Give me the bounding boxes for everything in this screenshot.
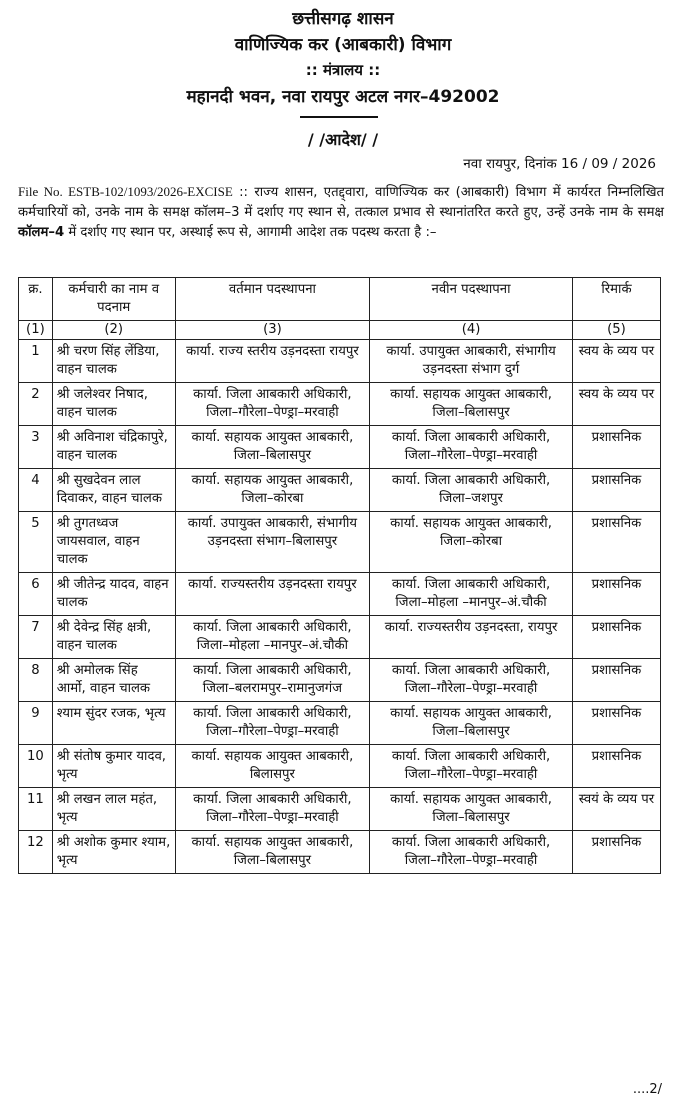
order-title: / /आदेश/ / <box>307 130 379 149</box>
serial-number: 7 <box>19 616 53 659</box>
current-posting: कार्या. जिला आबकारी अधिकारी, जिला–गौरेला–पेण्ड्रा–मरवाही <box>175 702 370 745</box>
table-row <box>19 469 661 512</box>
current-posting: कार्या. सहायक आयुक्त आबकारी, बिलासपुर <box>175 745 370 788</box>
intro-text-bold: कॉलम–4 <box>18 225 65 240</box>
serial-number: 10 <box>19 745 53 788</box>
employee-name: श्री चरण सिंह लेंडिया, वाहन चालक <box>52 340 175 383</box>
new-posting: कार्या. राज्यस्तरीय उड़नदस्ता, रायपुर <box>370 616 573 659</box>
employee-name: श्री अविनाश चंद्रिकापुरे, वाहन चालक <box>52 426 175 469</box>
serial-number: 6 <box>19 573 53 616</box>
column-number: (5) <box>572 321 660 340</box>
serial-number: 4 <box>19 469 53 512</box>
remark: प्रशासनिक <box>572 702 660 745</box>
employee-name: श्री अमोलक सिंह आर्मो, वाहन चालक <box>52 659 175 702</box>
government-name: छत्तीसगढ़ शासन <box>292 9 394 29</box>
header-employee-name: कर्मचारी का नाम व पदनाम <box>52 278 175 321</box>
department-name: वाणिज्यिक कर (आबकारी) विभाग <box>234 35 452 55</box>
remark: प्रशासनिक <box>572 831 660 874</box>
table-row <box>19 616 661 659</box>
remark: प्रशासनिक <box>572 469 660 512</box>
column-number: (2) <box>52 321 175 340</box>
file-number: File No. ESTB-102/1093/2026-EXCISE <box>18 184 233 199</box>
employee-name: श्री संतोष कुमार यादव, भृत्य <box>52 745 175 788</box>
transfer-table-body <box>19 340 661 874</box>
column-number: (1) <box>19 321 53 340</box>
header-remark: रिमार्क <box>572 278 660 321</box>
serial-number: 12 <box>19 831 53 874</box>
intro-text-part2: में दर्शाए गए स्थान पर, अस्थाई रूप से, आगामी आदेश तक पदस्थ करता है :– <box>64 225 437 240</box>
serial-number: 8 <box>19 659 53 702</box>
column-number: (3) <box>175 321 370 340</box>
transfer-table <box>18 277 661 874</box>
office-address: महानदी भवन, नवा रायपुर अटल नगर–492002 <box>186 87 500 107</box>
table-row <box>19 340 661 383</box>
current-posting: कार्या. जिला आबकारी अधिकारी, जिला–गौरेला–पेण्ड्रा–मरवाही <box>175 383 370 426</box>
current-posting: कार्या. जिला आबकारी अधिकारी, जिला–गौरेला–पेण्ड्रा–मरवाही <box>175 788 370 831</box>
intro-text-part1: :: राज्य शासन, एतद्द्वारा, वाणिज्यिक कर (आबकारी) विभाग में कार्यरत निम्नलिखित कर्मचारियों को, उनके नाम के समक्ष कॉलम–3 में दर्शाए गए स्थान से, तत्काल प्रभाव से स्थानांतरित करते हुए, उन्हें उनके नाम के समक्ष <box>18 185 664 220</box>
current-posting: कार्या. राज्यस्तरीय उड़नदस्ता रायपुर <box>175 573 370 616</box>
header-divider <box>300 116 378 118</box>
serial-number: 11 <box>19 788 53 831</box>
employee-name: श्री जीतेन्द्र यादव, वाहन चालक <box>52 573 175 616</box>
employee-name: श्री सुखदेवन लाल दिवाकर, वाहन चालक <box>52 469 175 512</box>
new-posting: कार्या. जिला आबकारी अधिकारी, जिला–मोहला –मानपुर–अं.चौकी <box>370 573 573 616</box>
remark: प्रशासनिक <box>572 573 660 616</box>
table-row <box>19 702 661 745</box>
current-posting: कार्या. जिला आबकारी अधिकारी, जिला–बलरामपुर–रामानुजगंज <box>175 659 370 702</box>
new-posting: कार्या. सहायक आयुक्त आबकारी, जिला–बिलासपुर <box>370 383 573 426</box>
remark: स्वयं के व्यय पर <box>572 788 660 831</box>
new-posting: कार्या. उपायुक्त आबकारी, संभागीय उड़नदस्ता संभाग दुर्ग <box>370 340 573 383</box>
serial-number: 9 <box>19 702 53 745</box>
remark: प्रशासनिक <box>572 745 660 788</box>
order-intro-paragraph <box>18 182 664 243</box>
page-continuation-marker: ....2/ <box>632 1082 662 1097</box>
remark: प्रशासनिक <box>572 426 660 469</box>
new-posting: कार्या. जिला आबकारी अधिकारी, जिला–गौरेला–पेण्ड्रा–मरवाही <box>370 831 573 874</box>
serial-number: 1 <box>19 340 53 383</box>
employee-name: श्याम सुंदर रजक, भृत्य <box>52 702 175 745</box>
ministry-label: :: मंत्रालय :: <box>305 61 381 79</box>
current-posting: कार्या. सहायक आयुक्त आबकारी, जिला–बिलासपुर <box>175 426 370 469</box>
employee-name: श्री लखन लाल महंत, भृत्य <box>52 788 175 831</box>
new-posting: कार्या. सहायक आयुक्त आबकारी, जिला–कोरबा <box>370 512 573 573</box>
new-posting: कार्या. जिला आबकारी अधिकारी, जिला–गौरेला–पेण्ड्रा–मरवाही <box>370 745 573 788</box>
remark: प्रशासनिक <box>572 659 660 702</box>
table-row <box>19 512 661 573</box>
new-posting: कार्या. सहायक आयुक्त आबकारी, जिला–बिलासपुर <box>370 788 573 831</box>
remark: प्रशासनिक <box>572 512 660 573</box>
current-posting: कार्या. सहायक आयुक्त आबकारी, जिला–बिलासपुर <box>175 831 370 874</box>
employee-name: श्री जलेश्वर निषाद, वाहन चालक <box>52 383 175 426</box>
column-number: (4) <box>370 321 573 340</box>
new-posting: कार्या. जिला आबकारी अधिकारी, जिला–जशपुर <box>370 469 573 512</box>
serial-number: 5 <box>19 512 53 573</box>
remark: स्वय के व्यय पर <box>572 340 660 383</box>
current-posting: कार्या. राज्य स्तरीय उड़नदस्ता रायपुर <box>175 340 370 383</box>
header-new-posting: नवीन पदस्थापना <box>370 278 573 321</box>
new-posting: कार्या. जिला आबकारी अधिकारी, जिला–गौरेला–पेण्ड्रा–मरवाही <box>370 659 573 702</box>
table-row <box>19 659 661 702</box>
serial-number: 2 <box>19 383 53 426</box>
table-row <box>19 831 661 874</box>
employee-name: श्री देवेन्द्र सिंह क्षत्री, वाहन चालक <box>52 616 175 659</box>
header-serial: क्र. <box>19 278 53 321</box>
column-number-row <box>19 321 661 340</box>
table-header-row <box>19 278 661 321</box>
new-posting: कार्या. जिला आबकारी अधिकारी, जिला–गौरेला–पेण्ड्रा–मरवाही <box>370 426 573 469</box>
remark: प्रशासनिक <box>572 616 660 659</box>
table-row <box>19 573 661 616</box>
table-row <box>19 745 661 788</box>
current-posting: कार्या. जिला आबकारी अधिकारी, जिला–मोहला –मानपुर–अं.चौकी <box>175 616 370 659</box>
current-posting: कार्या. उपायुक्त आबकारी, संभागीय उड़नदस्ता संभाग–बिलासपुर <box>175 512 370 573</box>
remark: स्वय के व्यय पर <box>572 383 660 426</box>
header-current-posting: वर्तमान पदस्थापना <box>175 278 370 321</box>
table-row <box>19 426 661 469</box>
table-row <box>19 383 661 426</box>
table-row <box>19 788 661 831</box>
employee-name: श्री तुगतध्वज जायसवाल, वाहन चालक <box>52 512 175 573</box>
place-date-line: नवा रायपुर, दिनांक 16 / 09 / 2026 <box>463 156 656 172</box>
employee-name: श्री अशोक कुमार श्याम, भृत्य <box>52 831 175 874</box>
serial-number: 3 <box>19 426 53 469</box>
current-posting: कार्या. सहायक आयुक्त आबकारी, जिला–कोरबा <box>175 469 370 512</box>
new-posting: कार्या. सहायक आयुक्त आबकारी, जिला–बिलासपुर <box>370 702 573 745</box>
